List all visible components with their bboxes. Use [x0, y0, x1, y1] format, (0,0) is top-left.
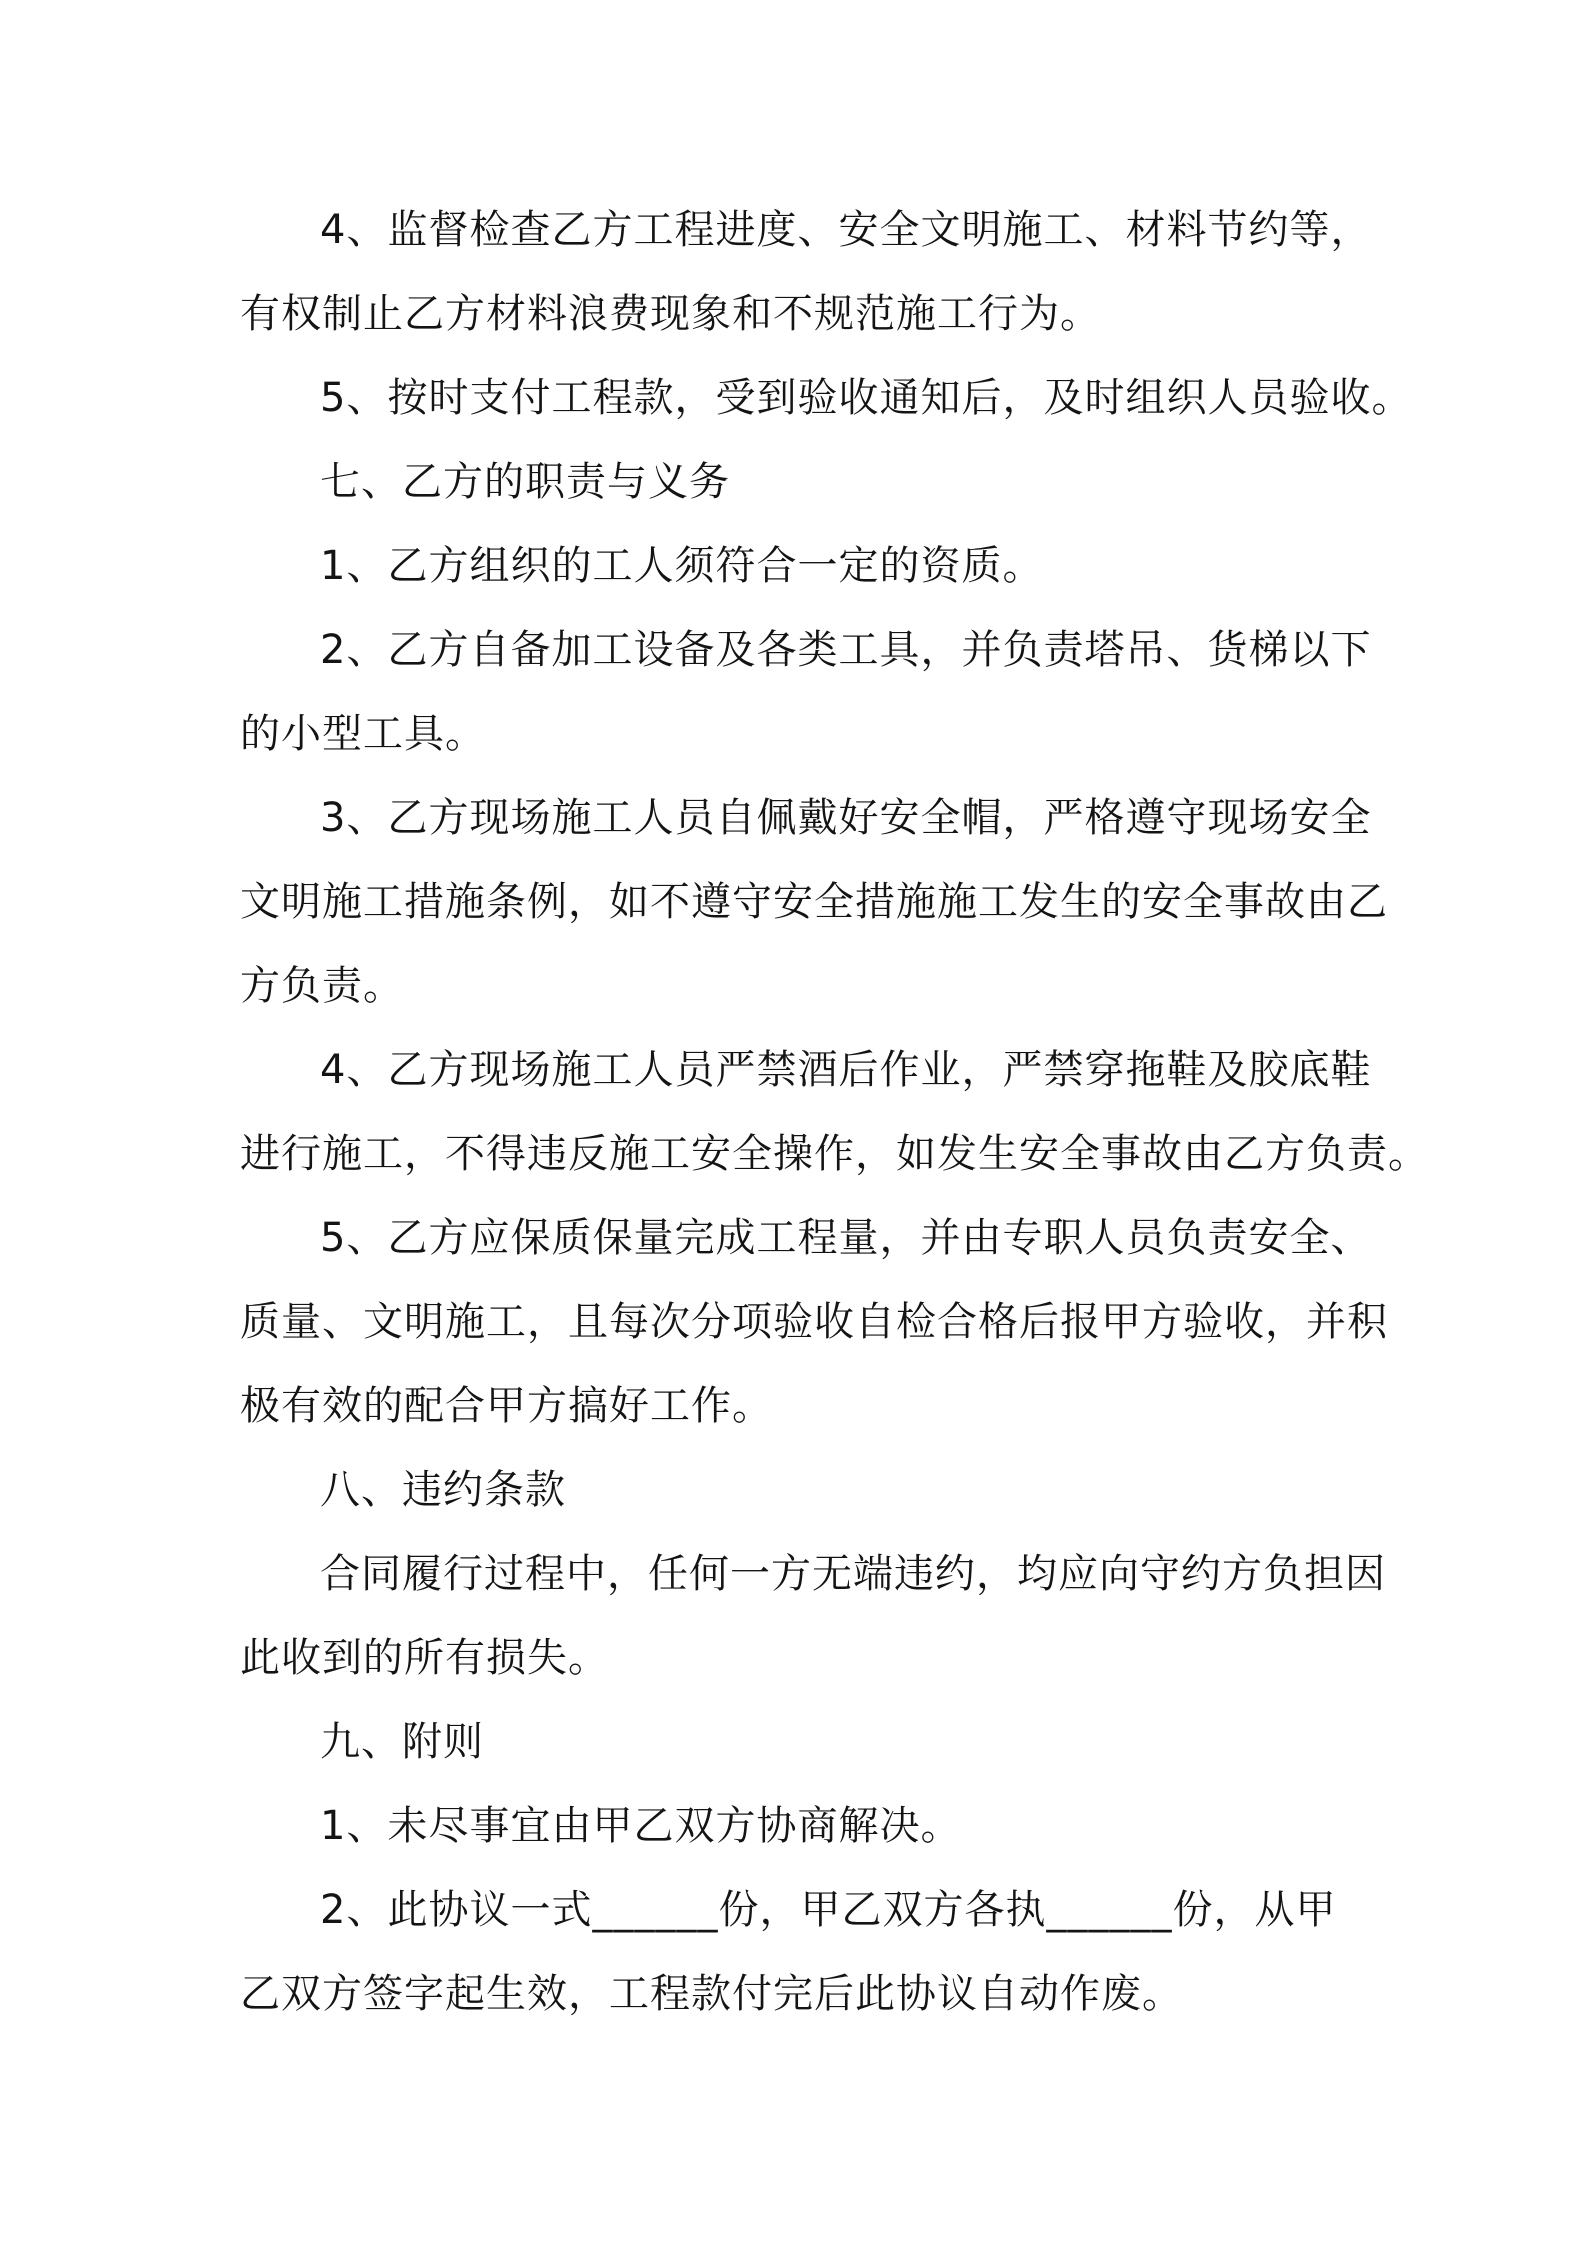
clause-line: 1、未尽事宜由甲乙双方协商解决。	[320, 1803, 962, 1849]
clause-line: 质量、文明施工，且每次分项验收自检合格后报甲方验收，并积	[240, 1299, 1388, 1345]
clause-line: 5、乙方应保质保量完成工程量，并由专职人员负责安全、	[320, 1215, 1372, 1261]
clause-line: 此收到的所有损失。	[240, 1635, 609, 1681]
clause-line: 方负责。	[240, 963, 404, 1009]
clause-line: 合同履行过程中，任何一方无端违约，均应向守约方负担因	[320, 1551, 1386, 1597]
clause-line: 3、乙方现场施工人员自佩戴好安全帽，严格遵守现场安全	[320, 795, 1372, 841]
clause-line: 2、乙方自备加工设备及各类工具，并负责塔吊、货梯以下	[320, 627, 1372, 673]
clause-line: 进行施工，不得违反施工安全操作，如发生安全事故由乙方负责。	[240, 1131, 1429, 1177]
clause-line: 5、按时支付工程款，受到验收通知后，及时组织人员验收。	[320, 375, 1413, 421]
clause-line: 1、乙方组织的工人须符合一定的资质。	[320, 543, 1044, 589]
section-heading: 八、违约条款	[320, 1467, 566, 1513]
clause-line: 4、监督检查乙方工程进度、安全文明施工、材料节约等，	[320, 207, 1372, 253]
clause-line: 文明施工措施条例，如不遵守安全措施施工发生的安全事故由乙	[240, 879, 1388, 925]
clause-line: 4、乙方现场施工人员严禁酒后作业，严禁穿拖鞋及胶底鞋	[320, 1047, 1372, 1093]
clause-line: 有权制止乙方材料浪费现象和不规范施工行为。	[240, 291, 1101, 337]
clause-line: 的小型工具。	[240, 711, 486, 757]
clause-line: 2、此协议一式______份，甲乙双方各执______份，从甲	[320, 1887, 1337, 1933]
section-heading: 九、附则	[320, 1719, 484, 1765]
section-heading: 七、乙方的职责与义务	[320, 459, 730, 505]
clause-line: 极有效的配合甲方搞好工作。	[240, 1383, 773, 1429]
clause-line: 乙双方签字起生效，工程款付完后此协议自动作废。	[240, 1971, 1183, 2017]
